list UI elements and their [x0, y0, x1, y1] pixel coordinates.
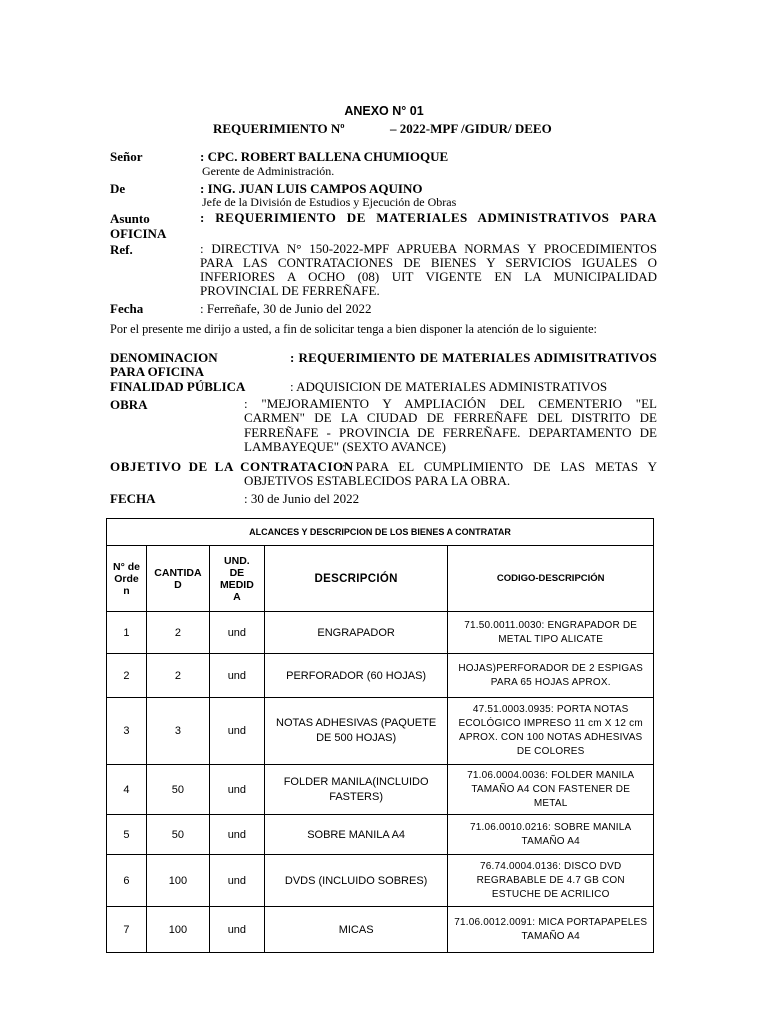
row-quantity: 100: [146, 855, 209, 907]
row-code: 71.06.0004.0036: FOLDER MANILA TAMAÑO A4 CON FASTENER DE METAL: [448, 765, 654, 815]
row-description: PERFORADOR (60 HOJAS): [264, 654, 448, 698]
table-row: [107, 698, 654, 765]
obra-label: OBRA: [110, 397, 148, 412]
row-unit: und: [209, 815, 264, 855]
table-row: [107, 654, 654, 698]
obra-line-1: : "MEJORAMIENTO Y AMPLIACIÓN DEL CEMENTERIO "EL: [244, 396, 657, 411]
denominacion-value: : REQUERIMIENTO DE MATERIALES ADIMISITRATIVOS: [290, 350, 657, 365]
asunto-text: : REQUERIMIENTO DE MATERIALES ADMINISTRATIVOS PARA: [200, 210, 657, 225]
row-description: MICAS: [264, 907, 448, 953]
header-cantidad: CANTIDA D: [146, 546, 209, 612]
senor-name: : CPC. ROBERT BALLENA CHUMIOQUE: [200, 149, 449, 164]
row-number: 7: [107, 907, 147, 953]
de-name: : ING. JUAN LUIS CAMPOS AQUINO: [200, 181, 423, 196]
intro-paragraph: Por el presente me dirijo a usted, a fin de solicitar tenga a bien disponer la atención de lo siguiente:: [110, 322, 597, 336]
ref-label: Ref.: [110, 242, 133, 257]
obra-line-4: LAMBAYEQUE" (SEXTO AVANCE): [244, 439, 447, 454]
denominacion-label-continued: PARA OFICINA: [110, 364, 205, 379]
senor-label: Señor: [110, 149, 143, 164]
obra-line-3: FERREÑAFE - PROVINCIA DE FERREÑAFE. DEPARTAMENTO DE: [244, 425, 657, 440]
row-number: 1: [107, 612, 147, 654]
table-caption: ALCANCES Y DESCRIPCION DE LOS BIENES A CONTRATAR: [107, 519, 654, 546]
row-number: 5: [107, 815, 147, 855]
senor-position: Gerente de Administración.: [202, 164, 335, 178]
row-unit: und: [209, 907, 264, 953]
table-row: [107, 612, 654, 654]
row-number: 6: [107, 855, 147, 907]
table-row: [107, 815, 654, 855]
de-position: Jefe de la División de Estudios y Ejecución de Obras: [202, 195, 457, 209]
row-number: 3: [107, 698, 147, 765]
fecha2-label: FECHA: [110, 491, 156, 506]
ref-line-1: : DIRECTIVA N° 150-2022-MPF APRUEBA NORMAS Y PROCEDIMIENTOS: [200, 241, 657, 256]
row-description: NOTAS ADHESIVAS (PAQUETE DE 500 HOJAS): [264, 698, 448, 765]
ref-line-3: INFERIORES A OCHO (08) UIT VIGENTE EN LA MUNICIPALIDAD: [200, 269, 657, 284]
row-code: 71.06.0010.0216: SOBRE MANILA TAMAÑO A4: [448, 815, 654, 855]
row-code: 71.06.0012.0091: MICA PORTAPAPELES TAMAÑO A4: [448, 907, 654, 953]
row-description: ENGRAPADOR: [264, 612, 448, 654]
finalidad-label: FINALIDAD PÚBLICA: [110, 379, 246, 394]
row-code: HOJAS)PERFORADOR DE 2 ESPIGAS PARA 65 HOJAS APROX.: [448, 654, 654, 698]
table-row: [107, 907, 654, 953]
asunto-label-continued: OFICINA: [110, 226, 167, 241]
row-code: 76.74.0004.0136: DISCO DVD REGRABABLE DE 4.7 GB CON ESTUCHE DE ACRILICO: [448, 855, 654, 907]
row-quantity: 2: [146, 612, 209, 654]
objetivo-label: OBJETIVO DE LA CONTRATACION: [110, 459, 354, 474]
asunto-label: Asunto: [110, 211, 150, 226]
table-row: [107, 765, 654, 815]
row-number: 2: [107, 654, 147, 698]
ref-line-2: PARA LAS CONTRATACIONES DE BIENES Y SERVICIOS IGUALES O: [200, 255, 657, 270]
row-unit: und: [209, 612, 264, 654]
fecha2-value: : 30 de Junio del 2022: [244, 491, 360, 506]
row-unit: und: [209, 698, 264, 765]
header-orden: N° de Orde n: [107, 546, 147, 612]
row-description: SOBRE MANILA A4: [264, 815, 448, 855]
row-quantity: 50: [146, 765, 209, 815]
row-quantity: 2: [146, 654, 209, 698]
objetivo-line-2: OBJETIVOS ESTABLECIDOS PARA LA OBRA.: [244, 473, 511, 488]
row-quantity: 3: [146, 698, 209, 765]
row-quantity: 100: [146, 907, 209, 953]
row-unit: und: [209, 765, 264, 815]
row-description: FOLDER MANILA(INCLUIDO FASTERS): [264, 765, 448, 815]
finalidad-value: : ADQUISICION DE MATERIALES ADMINISTRATIVOS: [290, 379, 608, 394]
row-unit: und: [209, 855, 264, 907]
goods-table: [106, 518, 654, 953]
row-quantity: 50: [146, 815, 209, 855]
de-label: De: [110, 181, 126, 196]
header-codigo: CODIGO-DESCRIPCIÓN: [448, 546, 654, 612]
row-number: 4: [107, 765, 147, 815]
denominacion-label: DENOMINACION: [110, 350, 218, 365]
objetivo-line-1: : PARA EL CUMPLIMIENTO DE LAS METAS Y: [342, 459, 657, 474]
row-description: DVDS (INCLUIDO SOBRES): [264, 855, 448, 907]
fecha-label: Fecha: [110, 301, 144, 316]
table-row: [107, 855, 654, 907]
row-unit: und: [209, 654, 264, 698]
obra-line-2: CARMEN" DE LA CIUDAD DE FERREÑAFE DEL DISTRITO DE: [244, 410, 657, 425]
requirement-number: REQUERIMIENTO Nº – 2022-MPF /GIDUR/ DEEO: [213, 121, 552, 136]
header-unidad: UND. DE MEDID A: [209, 546, 264, 612]
annex-title: ANEXO N° 01: [344, 104, 424, 118]
ref-line-4: PROVINCIAL DE FERREÑAFE.: [200, 283, 380, 298]
row-code: 47.51.0003.0935: PORTA NOTAS ECOLÓGICO IMPRESO 11 cm X 12 cm APROX. CON 100 NOTAS ADHESIVAS DE COLORES: [448, 698, 654, 765]
row-code: 71.50.0011.0030: ENGRAPADOR DE METAL TIPO ALICATE: [448, 612, 654, 654]
fecha-value: : Ferreñafe, 30 de Junio del 2022: [200, 301, 372, 316]
header-descripcion: DESCRIPCIÓN: [264, 546, 448, 612]
